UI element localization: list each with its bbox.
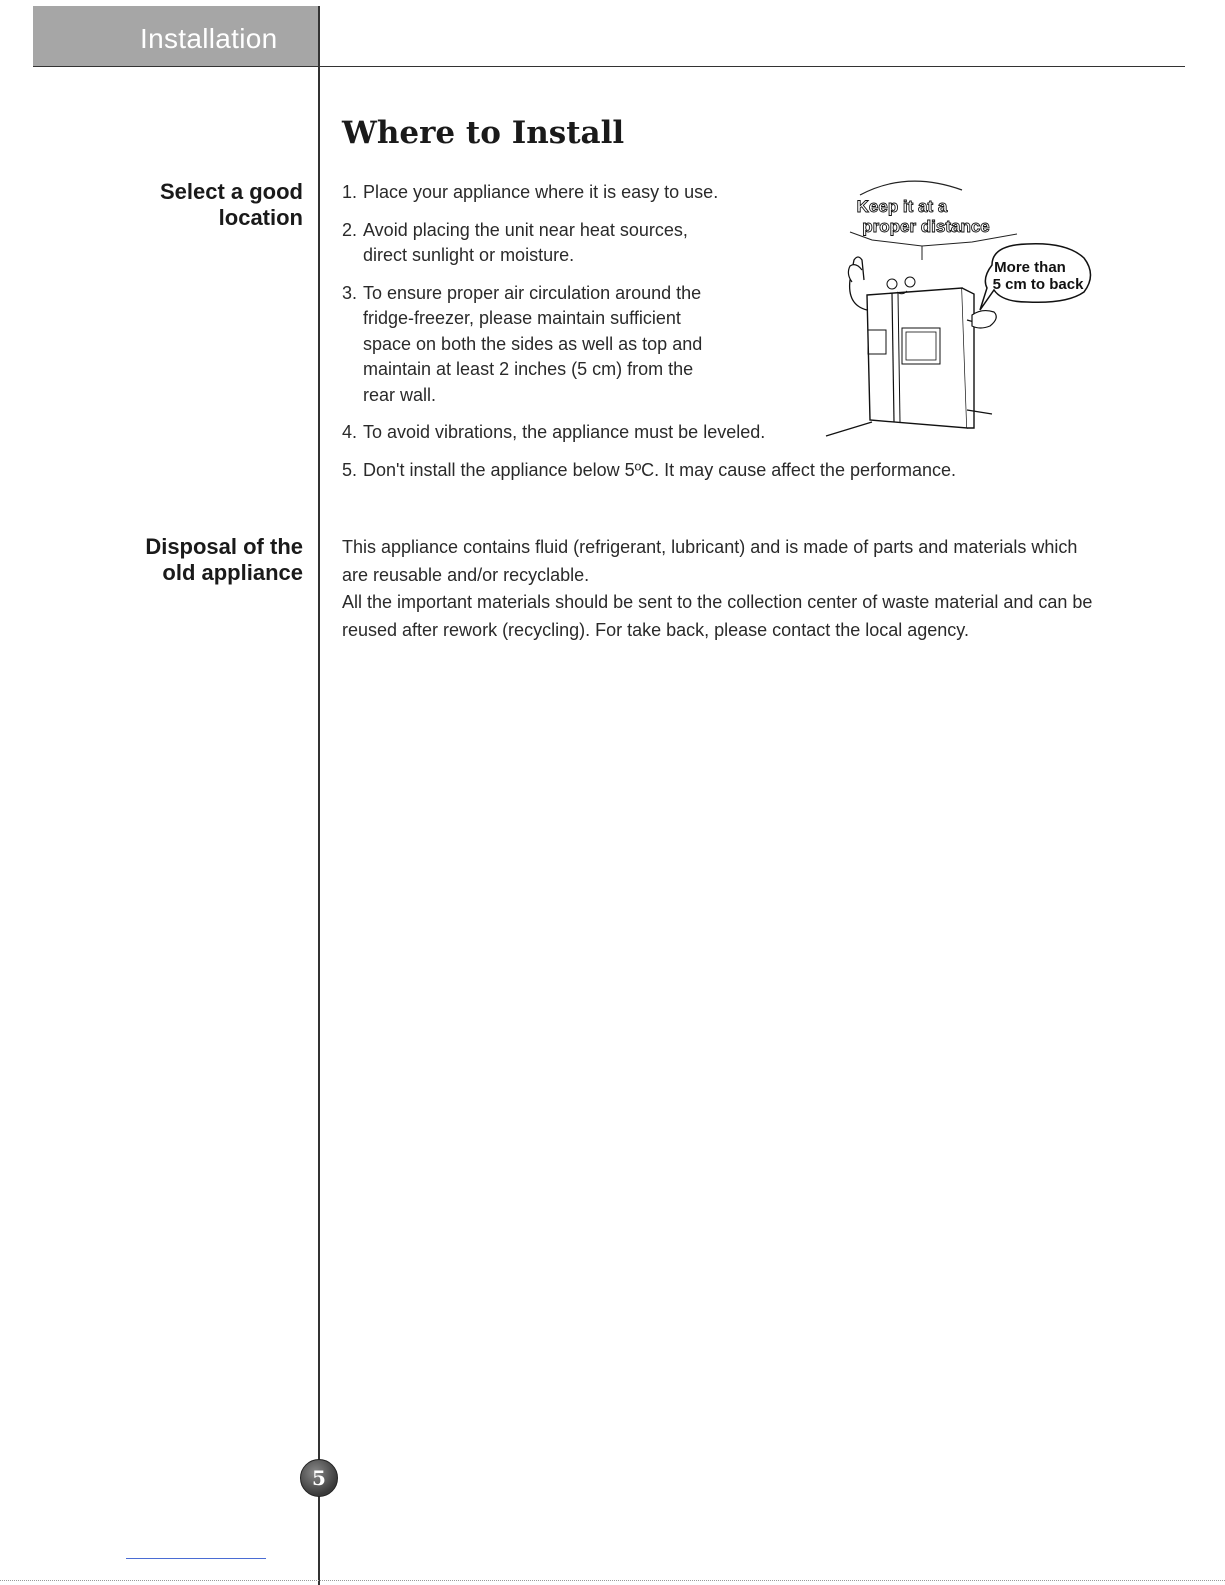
step-text: Avoid placing the unit near heat sources, direct sunlight or moisture. [363,219,688,265]
list-item [342,458,1063,484]
location-heading [160,179,303,231]
page-title: Where to Install [342,115,625,151]
caption-line-2: proper distance [862,217,990,236]
step-text: Don't install the appliance below 5ºC. It may cause affect the performance. [363,459,956,480]
vertical-divider [318,6,320,1585]
step-number: 2. [342,219,358,240]
step-number: 3. [342,282,358,303]
floor-line [826,422,872,436]
step-number: 1. [342,182,358,202]
fridge-illustration [822,170,1102,445]
header-divider [33,66,1185,67]
disposal-paragraph-1: This appliance contains fluid (refrigerant, lubricant) and is made of parts and materials which are reusable and/or recyclable. [342,537,1078,585]
bubble-line-2: 5 cm to back [992,276,1084,293]
disposal-paragraph-2: All the important materials should be sent to the collection center of waste material and can be reused after rework (recycling). For take back, please contact the local agency. [342,592,1093,640]
disposal-heading-line-2: old appliance [162,560,303,585]
page-number-badge: 5 [300,1459,338,1497]
disposal-text [342,534,1102,644]
eye-icon [887,279,897,289]
eye-icon [905,277,915,287]
bubble-line-1: More than [994,259,1066,276]
location-heading-line-1: Select a good [159,179,303,204]
location-heading-line-2: location [218,205,303,230]
caption-line-1: Keep it at a [856,197,948,216]
list-item [342,281,728,409]
list-item [342,218,728,269]
disposal-heading-line-1: Disposal of the [145,534,303,559]
section-title: Installation [140,23,278,54]
arc-line [860,181,962,195]
disposal-heading [145,534,303,586]
list-item [342,420,843,446]
hand-icon [848,265,862,282]
step-text: To avoid vibrations, the appliance must be leveled. [363,422,766,442]
step-number: 5. [342,459,358,480]
step-text: To ensure proper air circulation around the fridge-freezer, please maintain sufficient space on both the sides as well as top and maintain at least 2 inches (5 cm) from the rear wall. [363,282,703,405]
step-number: 4. [342,422,358,442]
pointing-hand-icon [972,311,996,328]
fridge-body-icon [867,288,967,428]
section-header-tab [33,6,319,67]
step-text: Place your appliance where it is easy to use. [363,182,719,202]
list-item [342,180,728,206]
footer-link-underline [126,1558,266,1559]
bottom-dotted-border [0,1580,1225,1581]
